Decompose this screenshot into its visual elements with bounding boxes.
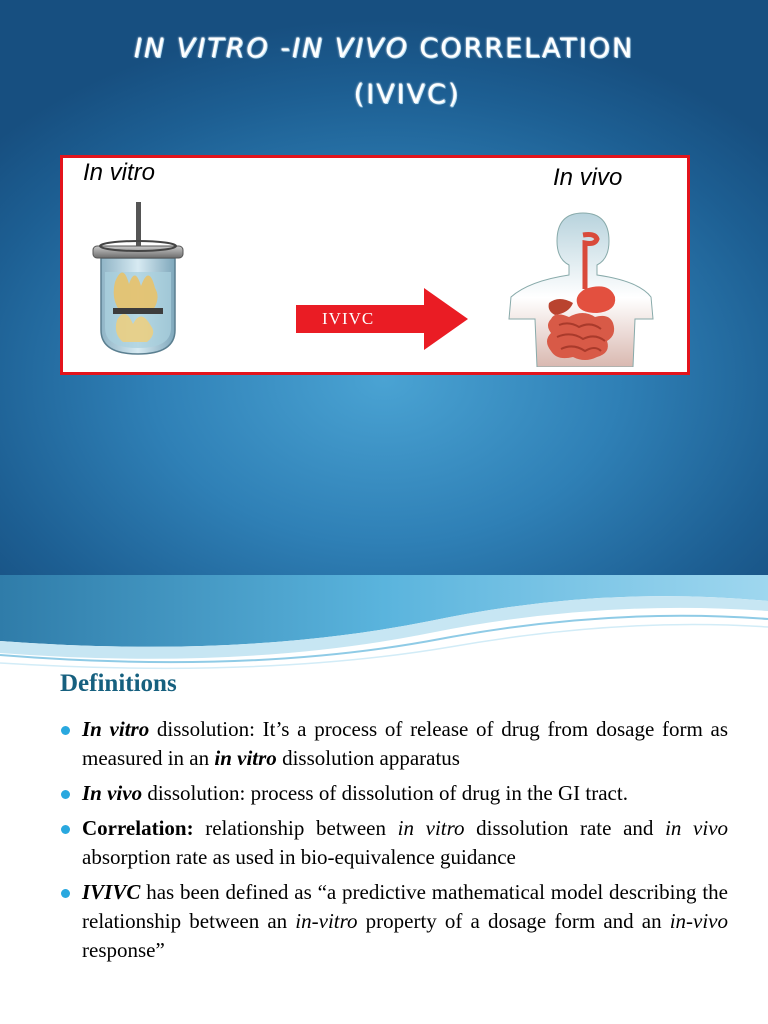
definition-text: In vitro [82,717,150,741]
definition-text: has been defined as “a predictive mathematical model describing the relationship between an [82,880,728,933]
definition-text: in-vivo [669,909,729,933]
definition-text: in vivo [665,816,729,840]
bullet-icon [61,825,70,834]
definition-text: property of a dosage form and an [357,909,670,933]
definition-text: dissolution rate and [464,816,666,840]
definition-text: relationship between [193,816,398,840]
definition-text: in vitro [214,746,277,770]
title-dash: - [269,33,292,64]
definition-text: dissolution: It’s a process of release of drug from dosage form as measured in an [82,717,728,770]
definitions-slide [0,575,768,1024]
definition-item [60,878,728,965]
human-digestive-system-icon [499,211,659,367]
ivivc-figure [60,155,690,375]
wave-header-graphic [0,575,768,670]
title-in-vivo: IN VIVO [291,33,409,64]
definition-text: Correlation: [82,816,194,840]
definition-text: in-vitro [295,909,358,933]
definition-text: IVIVC [82,880,141,904]
dissolution-apparatus-icon [79,202,197,358]
ivivc-arrow [296,288,468,350]
definitions-heading: Definitions [60,670,177,697]
bullet-icon [61,790,70,799]
in-vitro-label: In vitro [83,159,156,186]
slide-title [0,26,768,118]
definition-text: dissolution apparatus [276,746,460,770]
definition-text: dissolution: process of dissolution of drug in the GI tract. [142,781,628,805]
definition-text: response” [82,938,165,962]
title-abbreviation: (IVIVC) [353,79,461,110]
definition-item [60,779,728,808]
bullet-icon [61,889,70,898]
definition-text: in vitro [397,816,465,840]
in-vivo-label: In vivo [553,164,623,191]
title-in-vitro: IN VITRO [133,33,270,64]
arrow-label: IVIVC [322,309,375,328]
definition-item [60,715,728,773]
definitions-list [60,715,728,971]
definition-item [60,814,728,872]
definition-text: absorption rate as used in bio-equivalence guidance [82,845,516,869]
definition-text: In vivo [82,781,143,805]
bullet-icon [61,726,70,735]
title-correlation: CORRELATION [408,33,635,64]
